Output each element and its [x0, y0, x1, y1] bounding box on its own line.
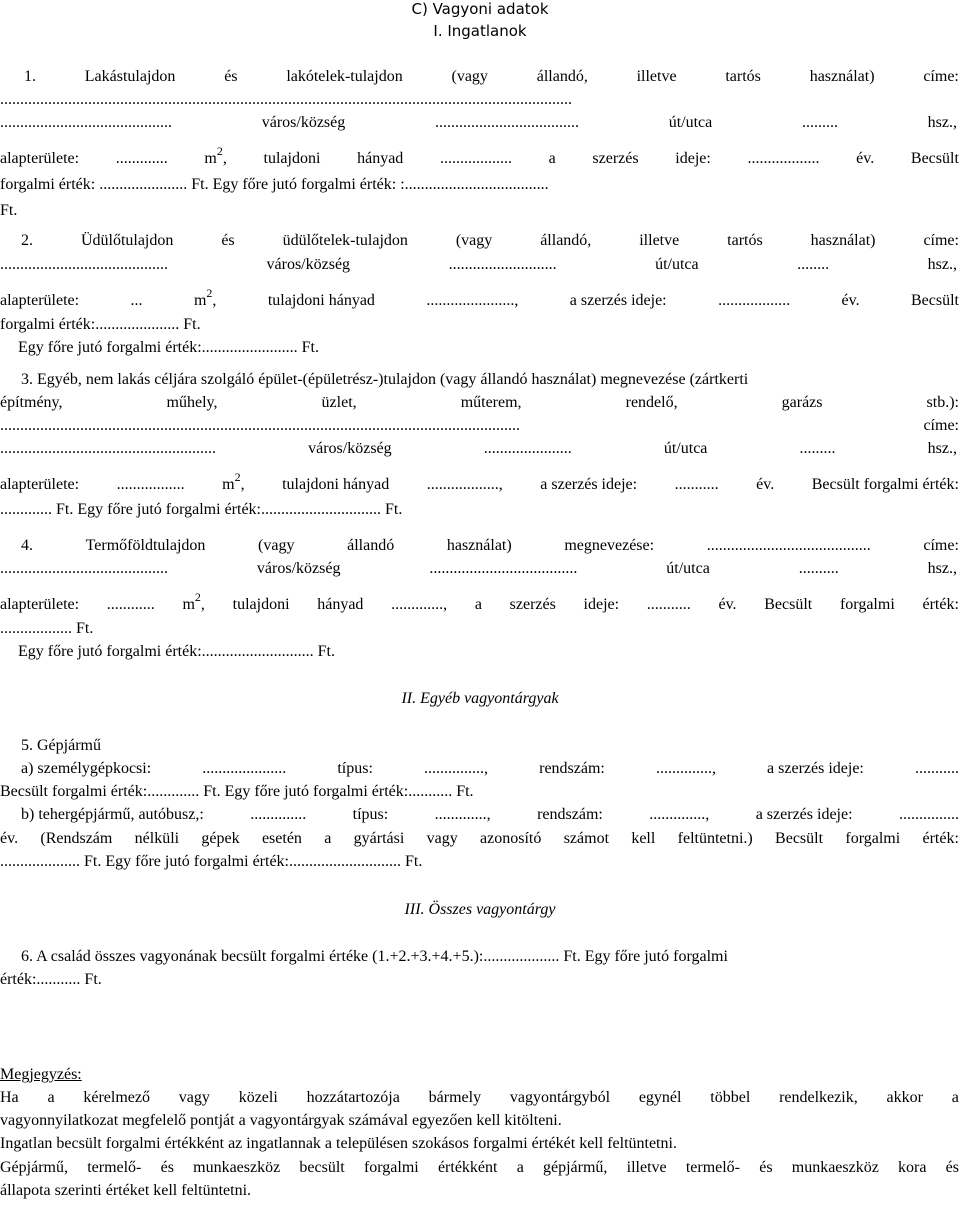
word: esetén	[261, 830, 302, 847]
section-title: C) Vagyoni adatok	[411, 0, 549, 18]
word: műterem,	[460, 394, 522, 411]
word: ...	[130, 292, 143, 309]
word: munkaeszköz	[193, 1159, 281, 1176]
word: ......................	[483, 440, 572, 457]
word: év.	[756, 476, 775, 493]
word: 4.	[21, 537, 33, 554]
word: ....................................	[434, 114, 579, 131]
word: ..............,	[655, 760, 716, 777]
note-p2: Ingatlan becsült forgalmi értékként az ingatlannak a településen szokásos forgalmi értékét kell feltüntetni.	[0, 1135, 677, 1152]
word: azonosító	[480, 830, 542, 847]
word: ...........................	[448, 256, 557, 273]
unit-m2: $m^2$,	[222, 469, 245, 493]
word: többel	[710, 1089, 751, 1106]
item3-line2	[0, 392, 960, 414]
word: közeli	[238, 1089, 278, 1106]
word: város/község	[266, 256, 351, 273]
word: .................	[116, 476, 185, 493]
word: állandó,	[536, 68, 588, 85]
item5-title: 5. Gépjármű	[21, 737, 101, 754]
word: címe:	[923, 68, 959, 85]
word: ..........................................	[0, 256, 168, 273]
word: Ha	[0, 1089, 19, 1106]
section-subtitle: I. Ingatlanok	[433, 22, 527, 40]
item5a-line1	[0, 758, 960, 780]
word: ..............	[250, 806, 307, 823]
item1-line5: forgalmi érték: ...................... Ft. Egy főre jutó forgalmi érték: :....................................	[0, 176, 549, 193]
note-p3-line1	[0, 1157, 960, 1179]
word: szerzés	[592, 150, 639, 167]
word: értékként	[437, 1159, 498, 1176]
word: a	[951, 1089, 959, 1106]
item2-line2	[0, 254, 960, 276]
item5b-line3: .................... Ft. Egy főre jutó forgalmi érték:............................ Ft.	[0, 853, 423, 870]
word: ideje:	[675, 150, 711, 167]
word: termelő-	[87, 1159, 142, 1176]
note-heading: Megjegyzés:	[0, 1066, 82, 1083]
word: gépjármű,	[543, 1159, 608, 1176]
word: forgalmi	[839, 596, 895, 613]
word: egynél	[638, 1089, 682, 1106]
word: (vagy	[258, 537, 295, 554]
word: és	[759, 1159, 773, 1176]
word: a) személygépkocsi:	[21, 760, 152, 777]
word: a szerzés ideje:	[755, 806, 853, 823]
word: a	[47, 1089, 55, 1106]
word: rendelő,	[625, 394, 678, 411]
word: típus:	[337, 760, 373, 777]
word: érték:	[922, 596, 959, 613]
word: a	[516, 1159, 524, 1176]
word: út/utca	[663, 440, 708, 457]
word: akkor	[886, 1089, 923, 1106]
word: címe:	[923, 232, 959, 249]
word: ...............,	[424, 760, 489, 777]
word: ............	[106, 596, 155, 613]
item4-line1	[0, 535, 960, 557]
word: használat)	[446, 537, 512, 554]
word: ..........................................	[0, 560, 168, 577]
word: Becsült	[775, 830, 824, 847]
item2-line4: forgalmi érték:..................... Ft.	[0, 316, 201, 333]
word: rendszám:	[539, 760, 605, 777]
word: Becsült	[910, 150, 959, 167]
word: ......................................................	[0, 440, 216, 457]
word: kora	[898, 1159, 927, 1176]
word: Üdülőtulajdon	[80, 232, 174, 249]
word: hsz.,	[927, 560, 957, 577]
item4-line3	[0, 589, 960, 616]
word: üzlet,	[321, 394, 357, 411]
word: .............	[115, 150, 168, 167]
word: .........................................	[706, 537, 871, 554]
word: gépek	[201, 830, 240, 847]
word: (vagy	[455, 232, 493, 249]
word: tartós	[725, 68, 761, 85]
word: út/utca	[666, 560, 710, 577]
word: vagy	[178, 1089, 210, 1106]
word: illetve	[636, 68, 677, 85]
word: tartós	[727, 232, 763, 249]
word: tulajdoni	[263, 150, 321, 167]
word: a szerzés ideje:	[767, 760, 864, 777]
word: ...............	[898, 806, 959, 823]
word: vagyontárgyból	[509, 1089, 611, 1106]
note-p1-line1	[0, 1087, 960, 1109]
word: Gépjármű,	[0, 1159, 68, 1176]
word: érték:	[922, 830, 959, 847]
word: a szerzés ideje:	[540, 476, 638, 493]
word: .....................	[202, 760, 287, 777]
word: szerzés	[509, 596, 556, 613]
word: ...........	[674, 476, 719, 493]
word: garázs	[781, 394, 823, 411]
word: típus:	[352, 806, 389, 823]
item1-line1	[0, 66, 960, 88]
item5a-line2: Becsült forgalmi érték:............. Ft. Egy főre jutó forgalmi érték:........... Ft.	[0, 783, 474, 800]
word: kérelmező	[83, 1089, 150, 1106]
word: hányad	[317, 596, 364, 613]
word: .........	[799, 440, 836, 457]
word: stb.):	[926, 394, 959, 411]
note-p3-line2: állapota szerinti értéket kell feltüntetni.	[0, 1182, 252, 1199]
word: .............,	[391, 596, 448, 613]
word: becsült	[299, 1159, 345, 1176]
word: év.	[718, 596, 737, 613]
word: vagy	[426, 830, 458, 847]
word: ...........	[646, 596, 691, 613]
word: a	[548, 150, 556, 167]
item3-address-label: címe:	[923, 417, 959, 434]
word: .........	[801, 114, 838, 131]
word: hányad	[357, 150, 404, 167]
word: Becsült	[911, 292, 959, 309]
unit-m2: $m^2$,	[204, 143, 227, 167]
word: tulajdoni hányad	[282, 476, 390, 493]
item3-line3: ..................................................................................................................................	[0, 417, 520, 434]
word: bármely	[428, 1089, 482, 1106]
item5b-line1	[0, 804, 960, 826]
word: .....................................	[429, 560, 578, 577]
word: alapterülete:	[0, 476, 80, 493]
word: ...........	[914, 760, 959, 777]
word: illetve	[639, 232, 680, 249]
word: forgalmi	[363, 1159, 419, 1176]
word: ........	[797, 256, 830, 273]
word: év.	[0, 830, 19, 847]
word: 2.	[21, 232, 33, 249]
word: év.	[841, 292, 860, 309]
section3-title: III. Összes vagyontárgy	[404, 901, 556, 918]
item3-line4	[0, 438, 960, 460]
word: és	[945, 1159, 959, 1176]
word: munkaeszköz	[791, 1159, 879, 1176]
word: gyártási	[353, 830, 405, 847]
word: (vagy	[451, 68, 488, 85]
word: város/község	[261, 114, 346, 131]
word: nélküli	[134, 830, 180, 847]
word: ..................,	[426, 476, 503, 493]
word: év.	[856, 150, 875, 167]
item1-line4	[0, 143, 960, 170]
word: ..........	[798, 560, 839, 577]
item2-line3	[0, 285, 960, 312]
word: műhely,	[166, 394, 218, 411]
word: 1.	[24, 68, 36, 85]
word: használat)	[809, 68, 875, 85]
word: forgalmi	[845, 830, 901, 847]
word: ..................	[718, 292, 791, 309]
word: rendszám:	[537, 806, 603, 823]
word: rendelkezik,	[779, 1089, 858, 1106]
word: út/utca	[668, 114, 713, 131]
word: tulajdoni	[232, 596, 290, 613]
word: üdülőtelek-tulajdon	[282, 232, 408, 249]
item6-line1: 6. A család összes vagyonának becsült forgalmi értéke (1.+2.+3.+4.+5.):................... Ft. Egy főre jutó forgalmi	[21, 948, 728, 965]
item3-line6: ............. Ft. Egy főre jutó forgalmi érték:.............................. Ft.	[0, 501, 403, 518]
word: alapterülete:	[0, 596, 80, 613]
word: ..............,	[649, 806, 710, 823]
word: Becsült	[764, 596, 813, 613]
word: út/utca	[655, 256, 699, 273]
word: ideje:	[583, 596, 620, 613]
word: címe:	[923, 537, 959, 554]
word: feltüntetni.)	[677, 830, 753, 847]
word: város/község	[256, 560, 341, 577]
item4-line2	[0, 558, 960, 580]
word: város/község	[308, 440, 392, 457]
word: ..................	[747, 150, 820, 167]
item6-line2: érték:........... Ft.	[0, 971, 102, 988]
word: és	[224, 68, 238, 85]
word: illetve	[626, 1159, 667, 1176]
item5b-line2	[0, 828, 960, 850]
word: Termőföldtulajdon	[85, 537, 206, 554]
item3-line1: 3. Egyéb, nem lakás céljára szolgáló épület-(épületrész-)tulajdon (vagy állandó használat) megnevezése (zártkerti	[21, 371, 749, 388]
word: alapterülete:	[0, 292, 80, 309]
item2-line5: Egy főre jutó forgalmi érték:........................ Ft.	[18, 339, 319, 356]
word: b) tehergépjármű, autóbusz,:	[21, 806, 204, 823]
word: állandó	[347, 537, 395, 554]
word: ..................	[439, 150, 512, 167]
word: építmény,	[0, 394, 63, 411]
item4-line5: Egy főre jutó forgalmi érték:............................ Ft.	[18, 643, 335, 660]
word: termelő-	[685, 1159, 741, 1176]
word: hsz.,	[927, 114, 957, 131]
word: tulajdoni hányad	[267, 292, 375, 309]
item1-line3	[0, 112, 960, 134]
item1-line2: ...............................................................................................................................................	[0, 91, 572, 108]
word: a szerzés ideje:	[569, 292, 667, 309]
word: megnevezése:	[564, 537, 655, 554]
word: és	[221, 232, 235, 249]
section2-title: II. Egyéb vagyontárgyak	[401, 690, 559, 707]
word: a	[474, 596, 482, 613]
word: (Rendszám	[40, 830, 113, 847]
item3-line5	[0, 469, 960, 496]
word: állandó,	[540, 232, 592, 249]
word: .............,	[434, 806, 491, 823]
word: ...........................................	[0, 114, 172, 131]
word: használat)	[810, 232, 876, 249]
word: kell	[631, 830, 656, 847]
word: hsz.,	[927, 256, 957, 273]
word: hsz.,	[927, 440, 957, 457]
unit-m2: $m^2$,	[182, 589, 205, 613]
unit-m2: $m^2$,	[193, 285, 217, 309]
word: alapterülete:	[0, 150, 80, 167]
item2-line1	[0, 230, 960, 252]
word: hozzátartozója	[306, 1089, 400, 1106]
word: Becsült forgalmi érték:	[811, 476, 959, 493]
word: és	[160, 1159, 174, 1176]
word: a	[324, 830, 332, 847]
word: ......................,	[426, 292, 519, 309]
note-p1-line2: vagyonnyilatkozat megfelelő pontját a vagyontárgyak számával egyezően kell kitölteni.	[0, 1112, 562, 1129]
word: számot	[563, 830, 610, 847]
word: Lakástulajdon	[84, 68, 176, 85]
word: lakótelek-tulajdon	[286, 68, 403, 85]
item4-line4: .................. Ft.	[0, 620, 94, 637]
item1-line6: Ft.	[0, 202, 18, 219]
